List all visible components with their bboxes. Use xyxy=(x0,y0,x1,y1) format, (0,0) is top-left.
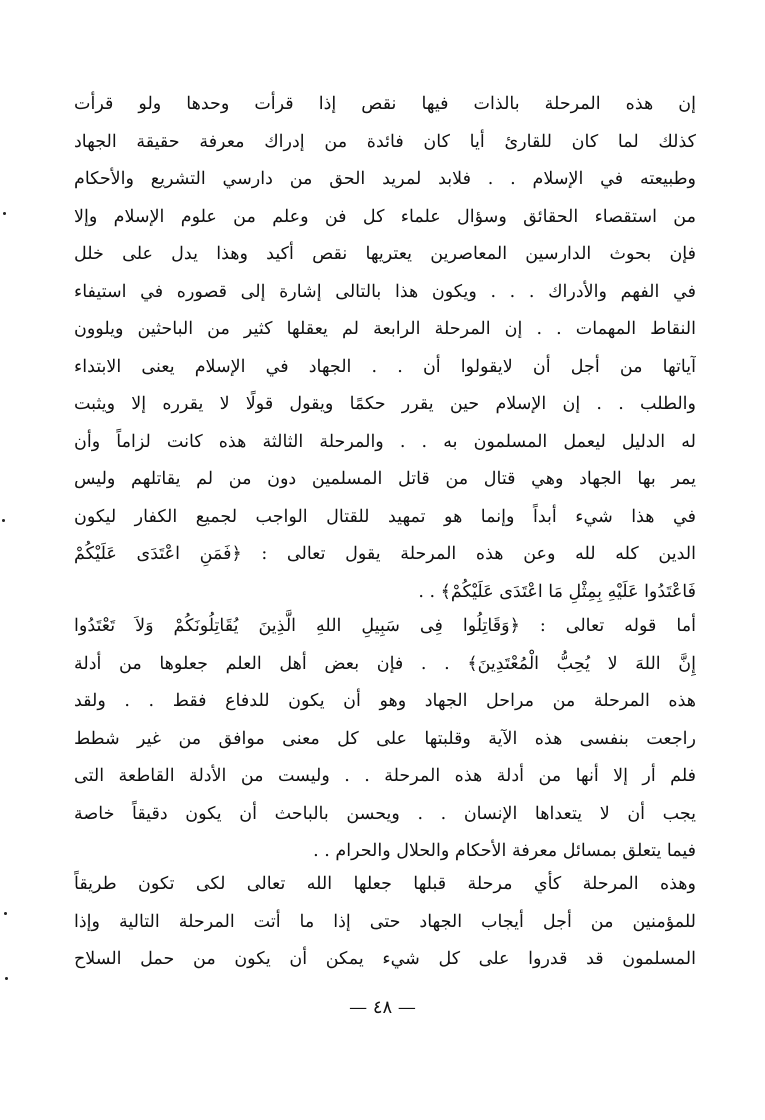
paragraph-line: في هذا شيء أبداً وإنما هو تمهيد للقتال الواجب لجميع الكفار ليكون xyxy=(74,506,696,527)
paragraph-line: فيما يتعلق بمسائل معرفة الأحكام والحلال والحرام . . xyxy=(313,841,696,861)
page-number: — ٤٨ — xyxy=(349,997,416,1018)
scan-speck xyxy=(2,519,5,522)
paragraph-line: هذه المرحلة من مراحل الجهاد وهو أن يكون للدفاع فقط . . ولقد xyxy=(74,691,696,711)
paragraph-1 xyxy=(74,86,696,611)
paragraph-line: النقاط المهمات . . إن المرحلة الرابعة لم يعقلها كثير من الباحثين ويلوون xyxy=(74,319,696,339)
paragraph-line: وطبيعته في الإسلام . . فلابد لمريد الحق من دارسي التشريع والأحكام xyxy=(74,169,696,189)
paragraph-line: له الدليل ليعمل المسلمون به . . والمرحلة الثالثة هذه كانت لزاماً وأن xyxy=(74,431,696,452)
paragraph-line: والطلب . . إن الإسلام حين يقرر حكمًا ويقول قولًا لا يقرره إلا ويثبت xyxy=(74,394,696,414)
paragraph-line: آياتها من أجل أن لايقولوا أن . . الجهاد في الإسلام يعنى الابتداء xyxy=(74,356,696,377)
paragraph-line: فَاعْتَدُوا عَلَيْهِ بِمِثْلِ مَا اعْتَدَى عَلَيْكُمْ﴾ . . xyxy=(418,581,696,602)
scan-speck xyxy=(3,212,6,215)
paragraph-line: يمر بها الجهاد وهي قتال من قاتل المسلمين دون من لم يقاتلهم وليس xyxy=(74,469,696,489)
paragraph-line: أما قوله تعالى : ﴿وَقَاتِلُوا فِى سَبِيلِ اللهِ الَّذِينَ يُقَاتِلُونَكُمْ وَلاَ تَعْتَدُوا xyxy=(74,616,696,636)
paragraph-line: فلم أر إلا أنها من أدلة هذه المرحلة . . وليست من الأدلة القاطعة التى xyxy=(74,766,696,786)
paragraph-line: إن هذه المرحلة بالذات فيها نقص إذا قرأت وحدها ولو قرأت xyxy=(74,94,696,114)
paragraph-line: للمؤمنين من أجل أيجاب الجهاد حتى إذا ما أتت المرحلة التالية وإذا xyxy=(74,911,696,932)
paragraph-line: راجعت بنفسى هذه الآية وقلبتها على كل معنى موافق من غير شطط xyxy=(74,728,696,749)
paragraph-2 xyxy=(74,608,696,871)
paragraph-line: وهذه المرحلة كأي مرحلة قبلها جعلها الله تعالى لكى تكون طريقاً xyxy=(74,874,696,894)
paragraph-line: المسلمون قد قدروا على كل شيء يمكن أن يكون من حمل السلاح xyxy=(74,949,696,969)
scan-speck xyxy=(5,977,8,980)
paragraph-line: فإن بحوث الدارسين المعاصرين يعتريها نقص أكيد وهذا يدل على خلل xyxy=(74,244,696,264)
paragraph-line: إِنَّ اللهَ لا يُحِبُّ الْمُعْتَدِينَ﴾ . . فإن بعض أهل العلم جعلوها من أدلة xyxy=(74,653,696,674)
paragraph-line: يجب أن لا يتعداها الإنسان . . ويحسن بالباحث أن يكون دقيقاً خاصة xyxy=(74,803,696,824)
paragraph-line: الدين كله لله وعن هذه المرحلة يقول تعالى : ﴿فَمَنِ اعْتَدَى عَلَيْكُمْ xyxy=(74,544,696,564)
paragraph-line: في الفهم والأدراك . . . ويكون هذا بالتالى إشارة إلى قصوره في استيفاء xyxy=(74,281,696,302)
paragraph-line: من استقصاء الحقائق وسؤال علماء كل فن وعلم من علوم الإسلام وإلا xyxy=(74,206,696,227)
paragraph-3 xyxy=(74,866,696,979)
scan-speck xyxy=(4,912,7,915)
paragraph-line: كذلك لما كان للقارئ أيا كان فائدة من إدراك معرفة حقيقة الجهاد xyxy=(74,131,696,152)
